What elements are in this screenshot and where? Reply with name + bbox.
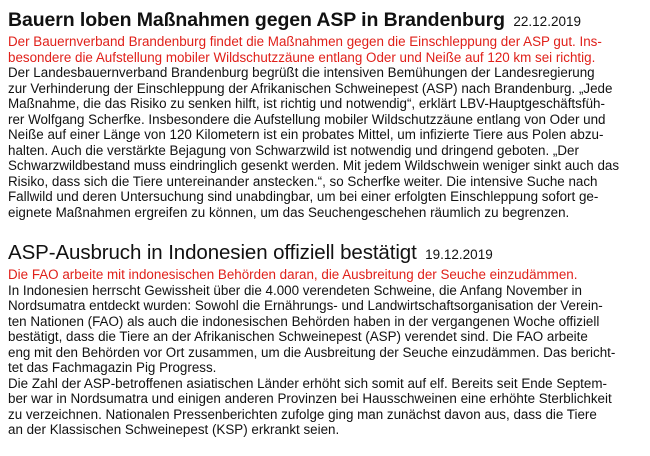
article-header bbox=[8, 239, 636, 267]
article-lead bbox=[8, 267, 636, 283]
lead-line: Der Bauernverband Brandenburg findet die Maßnahmen gegen die Einschleppung der ASP gut. Ins- bbox=[8, 34, 602, 49]
body-line: Schwarzwildbestand muss eindringlich gesenkt werden. Mit jedem Wildschwein weniger sinkt auch das bbox=[8, 158, 620, 173]
lead-line: Die FAO arbeite mit indonesischen Behörden daran, die Ausbreitung der Seuche einzudämmen. bbox=[8, 267, 578, 282]
body-line: Fallwild und deren Untersuchung sind unabdingbar, um bei einer erfolgten Einschleppung sofort ge- bbox=[8, 189, 599, 204]
body-line: Nordsumatra entdeckt wurden: Sowohl die Ernährungs- und Landwirtschaftsorganisation der Verein- bbox=[8, 298, 603, 313]
body-line: ber war in Nordsumatra und einigen anderen Provinzen bei Hausschweinen eine erhöhte Sterblichkeit bbox=[8, 391, 612, 406]
article-body bbox=[8, 283, 636, 438]
article-header bbox=[8, 6, 636, 34]
body-line: Der Landesbauernverband Brandenburg begrüßt die intensiven Bemühungen der Landesregierung bbox=[8, 65, 595, 80]
article-date: 19.12.2019 bbox=[425, 247, 493, 262]
body-line: tet das Fachmagazin Pig Progress. bbox=[8, 360, 217, 375]
article-body bbox=[8, 65, 636, 220]
body-line: halten. Auch die verstärkte Bejagung von Schwarzwild ist notwendig und dringend geboten. „Der bbox=[8, 142, 579, 158]
body-line: Maßnahme, die das Risiko zu senken hilft, ist richtig und notwendig“, erklärt LBV-Hauptgeschäftsfüh- bbox=[8, 96, 605, 111]
article-title: ASP-Ausbruch in Indonesien offiziell bestätigt bbox=[8, 241, 417, 264]
body-line: Risiko, dass sich die Tiere untereinander anstecken.“, so Scherfke weiter. Die intensive Suche nach bbox=[8, 173, 598, 189]
body-line: bestätigt, dass die Tiere an der Afrikanischen Schweinepest (ASP) verendet sind. Die FAO arbeite bbox=[8, 329, 588, 344]
body-line: eng mit den Behörden vor Ort zusammen, um die Ausbreitung der Seuche einzudämmen. Das bericht- bbox=[8, 344, 616, 360]
article-title: Bauern loben Maßnahmen gegen ASP in Brandenburg bbox=[8, 9, 505, 31]
body-line: zur Verhinderung der Einschleppung der Afrikanischen Schweinepest (ASP) nach Brandenburg. „Jede bbox=[8, 80, 613, 96]
body-line: an der Klassischen Schweinepest (KSP) erkrankt seien. bbox=[8, 422, 340, 437]
article-lead bbox=[8, 34, 636, 65]
body-line: rer Wolfgang Scherfke. Insbesondere die Aufstellung mobiler Wildschutzzäune entlang von Oder und bbox=[8, 111, 606, 127]
body-line: eignete Maßnahmen ergreifen zu können, um das Seuchengeschehen räumlich zu begrenzen. bbox=[8, 204, 570, 220]
article-brandenburg bbox=[8, 6, 636, 220]
article-indonesia bbox=[8, 239, 636, 438]
body-line: zu verzeichnen. Nationalen Pressenberichten zufolge ging man zunächst davon aus, dass die Tiere bbox=[8, 406, 597, 422]
body-line: In Indonesien herrscht Gewissheit über die 4.000 verendeten Schweine, die Anfang November in bbox=[8, 282, 582, 298]
lead-line: besondere die Aufstellung mobiler Wildschutzzäune entlang Oder und Neiße auf 120 km sei richtig. bbox=[8, 49, 596, 65]
article-date: 22.12.2019 bbox=[513, 14, 581, 29]
body-line: Die Zahl der ASP-betroffenen asiatischen Länder erhöht sich somit auf elf. Bereits seit Ende Septem- bbox=[8, 375, 607, 391]
body-line: ten Nationen (FAO) als auch die indonesischen Behörden haben in der vergangenen Woche offiziell bbox=[8, 313, 600, 329]
body-line: Neiße auf einer Länge von 120 Kilometern ist ein probates Mittel, um infizierte Tiere aus Polen abzu- bbox=[8, 127, 604, 142]
